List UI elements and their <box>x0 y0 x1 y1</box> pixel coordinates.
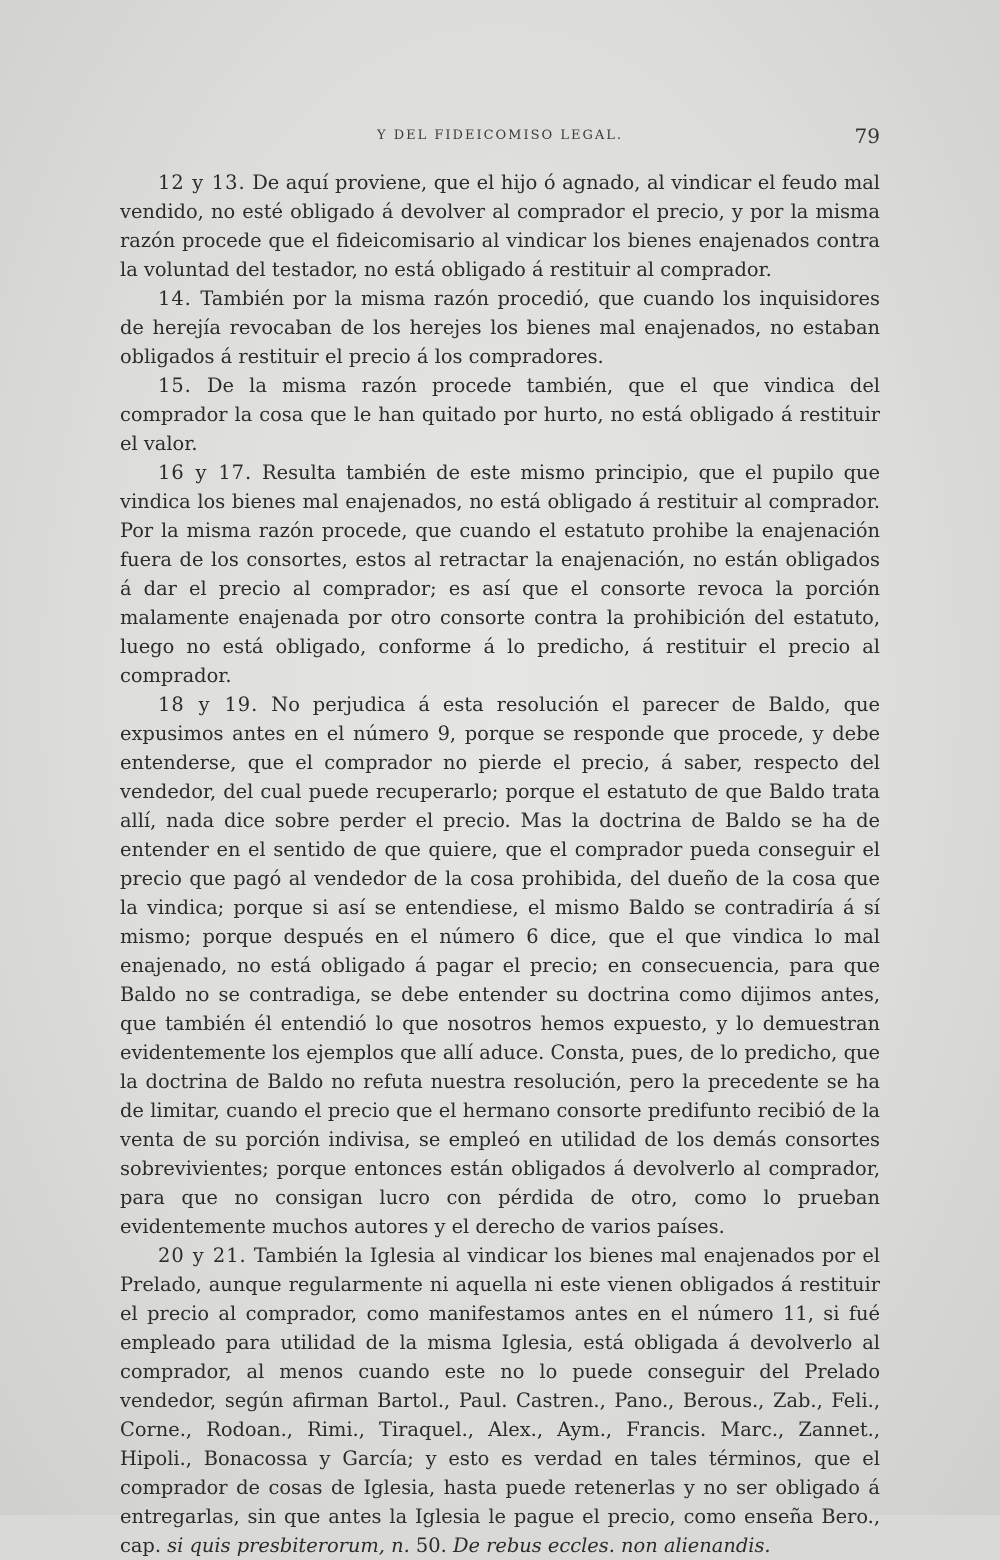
citation-title-italic: De rebus eccles. non alienandis. <box>452 1534 771 1557</box>
paragraph-number: 20 y 21. <box>158 1244 247 1267</box>
paragraph-14 <box>120 284 880 371</box>
paragraph-20-21 <box>120 1241 880 1560</box>
body-text <box>120 168 880 1560</box>
paragraph-18-19 <box>120 690 880 1241</box>
paragraph-text: Resulta también de este mismo principio, que el pupilo que vindica los bienes mal enajenados, no está obligado á restituir al comprador. Por la misma razón procede, que cuando el estatuto prohibe la enajenación fuera de los consortes, estos al retractar la enajenación, no están obligados á dar el precio al comprador; es así que el consorte revoca la porción malamente enajenada por otro consorte contra la prohibición del estatuto, luego no está obligado, conforme á lo predicho, á restituir el precio al comprador. <box>120 461 881 687</box>
paragraph-text: También por la misma razón procedió, que cuando los inquisidores de herejía revocaban de los herejes los bienes mal enajenados, no estaban obligados á restituir el precio á los compradores. <box>120 287 880 368</box>
paragraph-16-17 <box>120 458 880 690</box>
paragraph-text: De la misma razón procede también, que el que vindica del comprador la cosa que le han quitado por hurto, no está obligado á restituir el valor. <box>120 374 880 455</box>
paragraph-text: También la Iglesia al vindicar los bienes mal enajenados por el Prelado, aunque regularmente ni aquella ni este vienen obligados á restituir el precio al comprador, como manifestamos antes en el número 11, si fué empleado para utilidad de la misma Iglesia, está obligada á devolverlo al comprador, al menos cuando este no lo puede conseguir del Prelado vendedor, según afirman Bartol., Paul. Castren., Pano., Berous., Zab., Feli., Corne., Rodoan., Rimi., Tiraquel., Alex., Aym., Francis. Marc., Zannet., Hipoli., Bonacossa y García; y esto es verdad en tales términos, que el comprador de cosas de Iglesia, hasta puede retenerlas y no ser obligado á entregarlas, sin que antes la Iglesia le pague el precio, como enseña Bero., cap. <box>120 1244 880 1557</box>
page-header <box>120 124 880 158</box>
citation-number: 50. <box>409 1534 453 1557</box>
paragraph-number: 12 y 13. <box>158 171 246 194</box>
paragraph-text: De aquí proviene, que el hijo ó agnado, al vindicar el feudo mal vendido, no esté obligado á devolver al comprador el precio, y por la misma razón procede que el fideicomisario al vindicar los bienes enajenados contra la voluntad del testador, no está obligado á restituir al comprador. <box>120 171 881 281</box>
page-number: 79 <box>854 124 880 148</box>
paragraph-12-13 <box>120 168 880 284</box>
paragraph-number: 15. <box>158 374 192 397</box>
paragraph-number: 16 y 17. <box>158 461 253 484</box>
paragraph-15 <box>120 371 880 458</box>
citation-italic: si quis presbiterorum, n. <box>167 1534 410 1557</box>
paragraph-number: 18 y 19. <box>158 693 259 716</box>
paragraph-text: No perjudica á esta resolución el parecer de Baldo, que expusimos antes en el número 9, porque se responde que procede, y debe entenderse, que el comprador no pierde el precio, á saber, respecto del vendedor, del cual puede recuperarlo; porque el estatuto de que Baldo trata allí, nada dice sobre perder el precio. Mas la doctrina de Baldo se ha de entender en el sentido de que quiere, que el comprador pueda conseguir el precio que pagó al vendedor de la cosa prohibida, del dueño de la cosa que la vindica; porque si así se entendiese, el mismo Baldo se contradiría á sí mismo; porque después en el número 6 dice, que el que vindica lo mal enajenado, no está obligado á pagar el precio; en consecuencia, para que Baldo no se contradiga, se debe entender su doctrina como dijimos antes, que también él entendió lo que nosotros hemos expuesto, y lo demuestran evidentemente los ejemplos que allí aduce. Consta, pues, de lo predicho, que la doctrina de Baldo no refuta nuestra resolución, pero la precedente se ha de limitar, cuando el precio que el hermano consorte predifunto recibió de la venta de su porción indivisa, se empleó en utilidad de los demás consortes sobrevivientes; porque entonces están obligados á devolverlo al comprador, para que no consigan lucro con pérdida de otro, como lo prueban evidentemente muchos autores y el derecho de varios países. <box>120 693 880 1238</box>
running-head: Y DEL FIDEICOMISO LEGAL. <box>376 128 623 143</box>
paragraph-number: 14. <box>158 287 192 310</box>
